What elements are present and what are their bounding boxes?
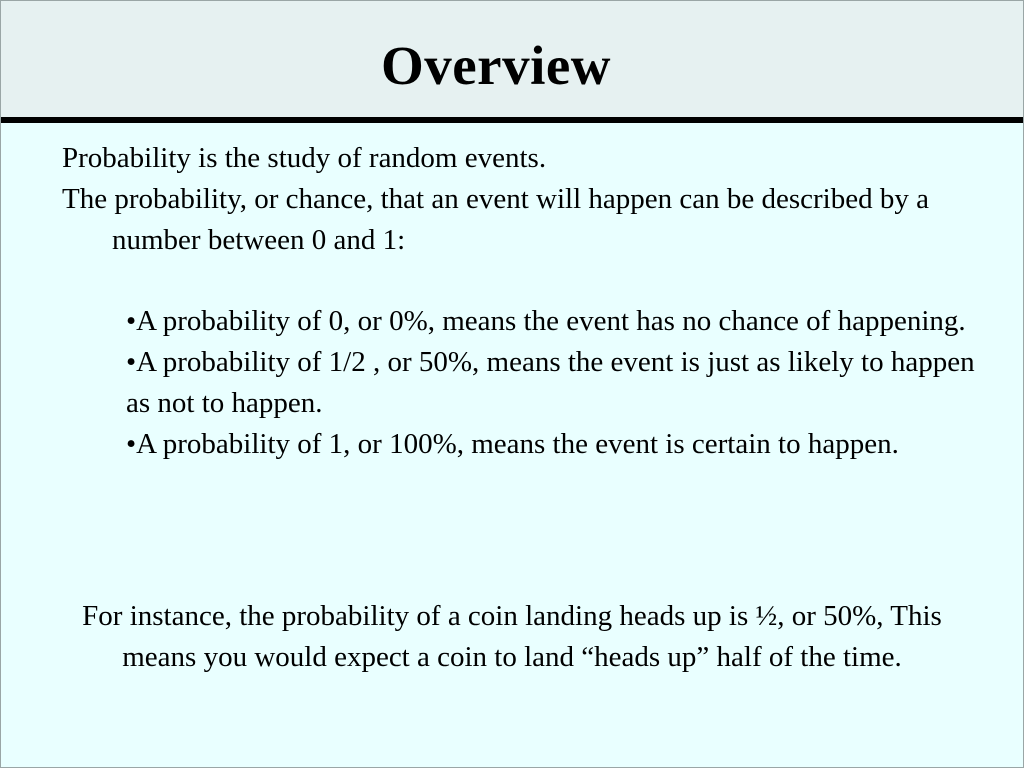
title-divider [0,117,1024,123]
intro-paragraph-2: The probability, or chance, that an event will happen can be described by a number between 0 and 1: [62,183,929,256]
intro-text [62,138,962,261]
bullet-item: •A probability of 0, or 0%, means the event has no chance of happening. [126,305,966,337]
bullet-item: •A probability of 1, or 100%, means the event is certain to happen. [126,428,899,460]
example-paragraph: For instance, the probability of a coin landing heads up is ½, or 50%, This means you would expect a coin to land “heads up” half of the time. [82,600,942,673]
bullet-item: •A probability of 1/2 , or 50%, means the event is just as likely to happen as not to happen. [126,346,975,419]
intro-paragraph-1: Probability is the study of random events. [62,142,547,174]
slide-title: Overview [380,35,611,96]
bullet-list [126,301,996,465]
title-bar [0,0,1024,118]
